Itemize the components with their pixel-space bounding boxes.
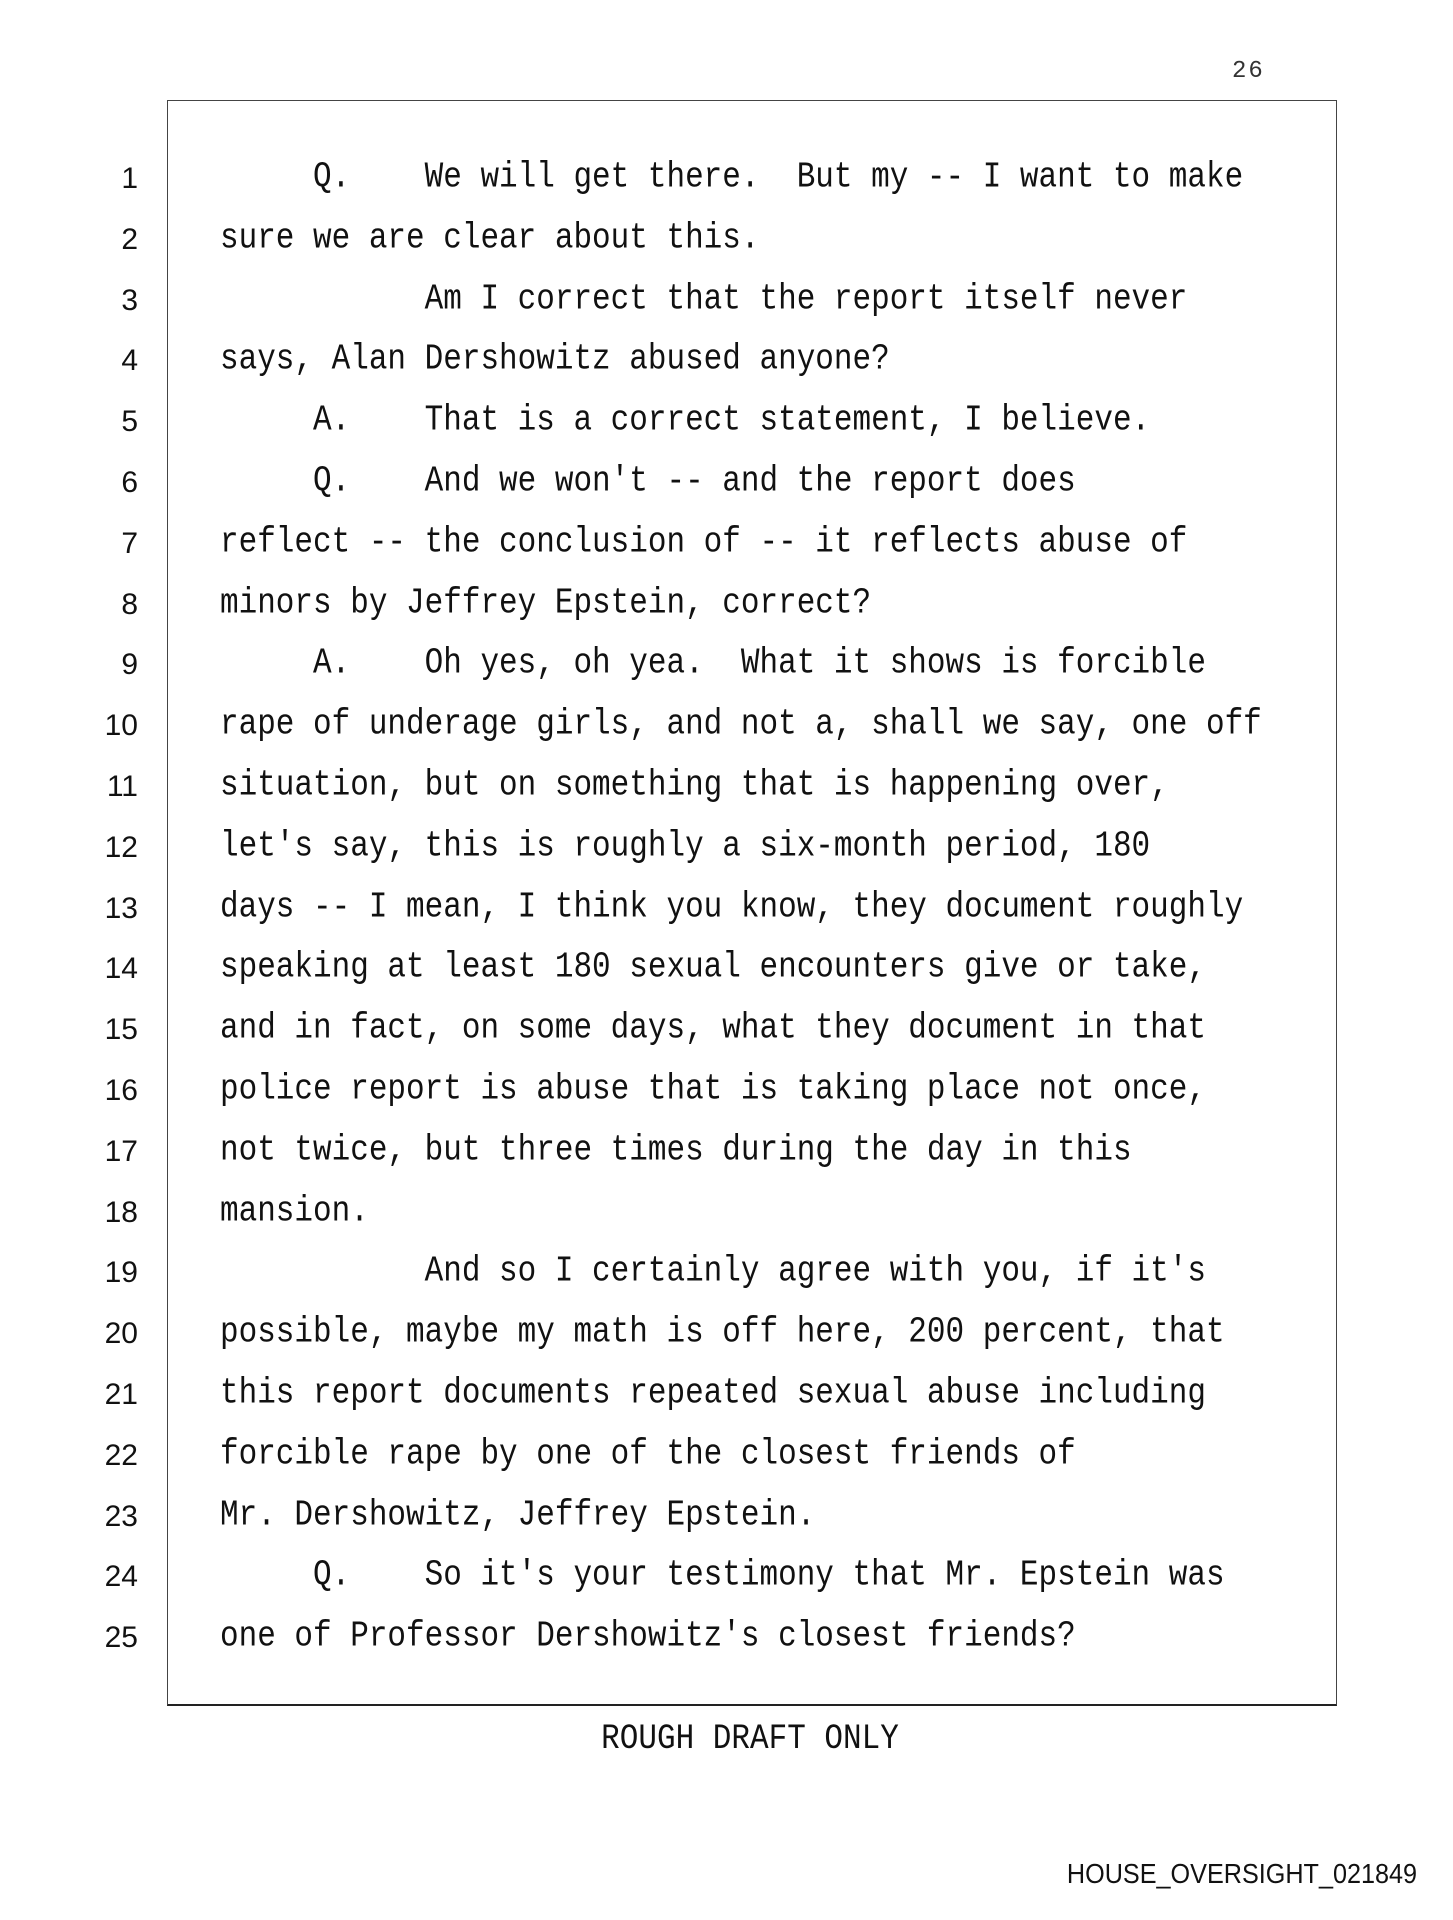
page-number: 26: [1232, 58, 1265, 85]
transcript-line: this report documents repeated sexual abuse including: [220, 1372, 1206, 1415]
transcript-line: says, Alan Dershowitz abused anyone?: [220, 339, 890, 381]
line-number: 5: [121, 405, 138, 439]
line-number: 12: [104, 830, 138, 864]
transcript-line: minors by Jeffrey Epstein, correct?: [220, 582, 872, 624]
transcript-line: forcible rape by one of the closest friends of: [220, 1433, 1076, 1475]
line-number: 22: [104, 1438, 138, 1472]
transcript-line: let's say, this is roughly a six-month period, 180: [220, 825, 1151, 867]
line-number: 8: [121, 587, 138, 621]
transcript-line: And so I certainly agree with you, if it's: [220, 1251, 1206, 1293]
transcript-line: days -- I mean, I think you know, they document roughly: [220, 886, 1244, 928]
line-number: 20: [104, 1317, 138, 1351]
transcript-line: situation, but on something that is happening over,: [220, 764, 1169, 807]
line-number: 11: [106, 770, 138, 803]
transcript-line: rape of underage girls, and not a, shall we say, one off: [220, 704, 1262, 746]
line-number: 25: [104, 1621, 138, 1655]
transcript-line: A. Oh yes, oh yea. What it shows is forcible: [220, 643, 1206, 685]
transcript-line: speaking at least 180 sexual encounters give or take,: [220, 947, 1206, 989]
bates-number: HOUSE_OVERSIGHT_021849: [1066, 1858, 1417, 1889]
line-number: 15: [104, 1013, 138, 1047]
line-number: 4: [121, 344, 138, 378]
line-number: 18: [104, 1195, 138, 1229]
line-number: 19: [104, 1256, 138, 1290]
transcript-line: Q. And we won't -- and the report does: [220, 460, 1076, 503]
transcript-line: police report is abuse that is taking place not once,: [220, 1068, 1206, 1111]
line-number: 6: [121, 466, 138, 499]
transcript-line: reflect -- the conclusion of -- it reflects abuse of: [220, 521, 1188, 563]
line-number: 7: [121, 526, 138, 560]
line-number: 10: [104, 709, 138, 743]
line-number: 3: [121, 283, 138, 317]
line-number: 24: [104, 1560, 138, 1594]
line-number: 13: [104, 891, 138, 925]
line-number: 21: [104, 1378, 138, 1411]
transcript-line: mansion.: [220, 1190, 369, 1232]
transcript-line: Am I correct that the report itself never: [220, 278, 1188, 320]
line-number: 2: [121, 222, 138, 256]
line-number: 14: [104, 952, 138, 986]
line-number: 17: [104, 1134, 138, 1168]
transcript-line: A. That is a correct statement, I believe.: [220, 400, 1151, 442]
transcript-line: Q. So it's your testimony that Mr. Epstein was: [220, 1555, 1225, 1597]
transcript-line: Mr. Dershowitz, Jeffrey Epstein.: [220, 1494, 816, 1536]
line-number: 1: [121, 162, 138, 195]
line-number: 23: [104, 1499, 138, 1533]
transcript-line: not twice, but three times during the day in this: [220, 1129, 1132, 1171]
line-number: 9: [121, 648, 138, 682]
line-number: 16: [104, 1074, 138, 1107]
transcript-line: possible, maybe my math is off here, 200 percent, that: [220, 1312, 1225, 1354]
rough-draft-footer: ROUGH DRAFT ONLY: [601, 1719, 899, 1760]
transcript-line: Q. We will get there. But my -- I want to make: [220, 156, 1244, 199]
transcript-line: sure we are clear about this.: [220, 217, 760, 259]
transcript-line: and in fact, on some days, what they document in that: [220, 1008, 1206, 1050]
transcript-line: one of Professor Dershowitz's closest friends?: [220, 1616, 1076, 1658]
